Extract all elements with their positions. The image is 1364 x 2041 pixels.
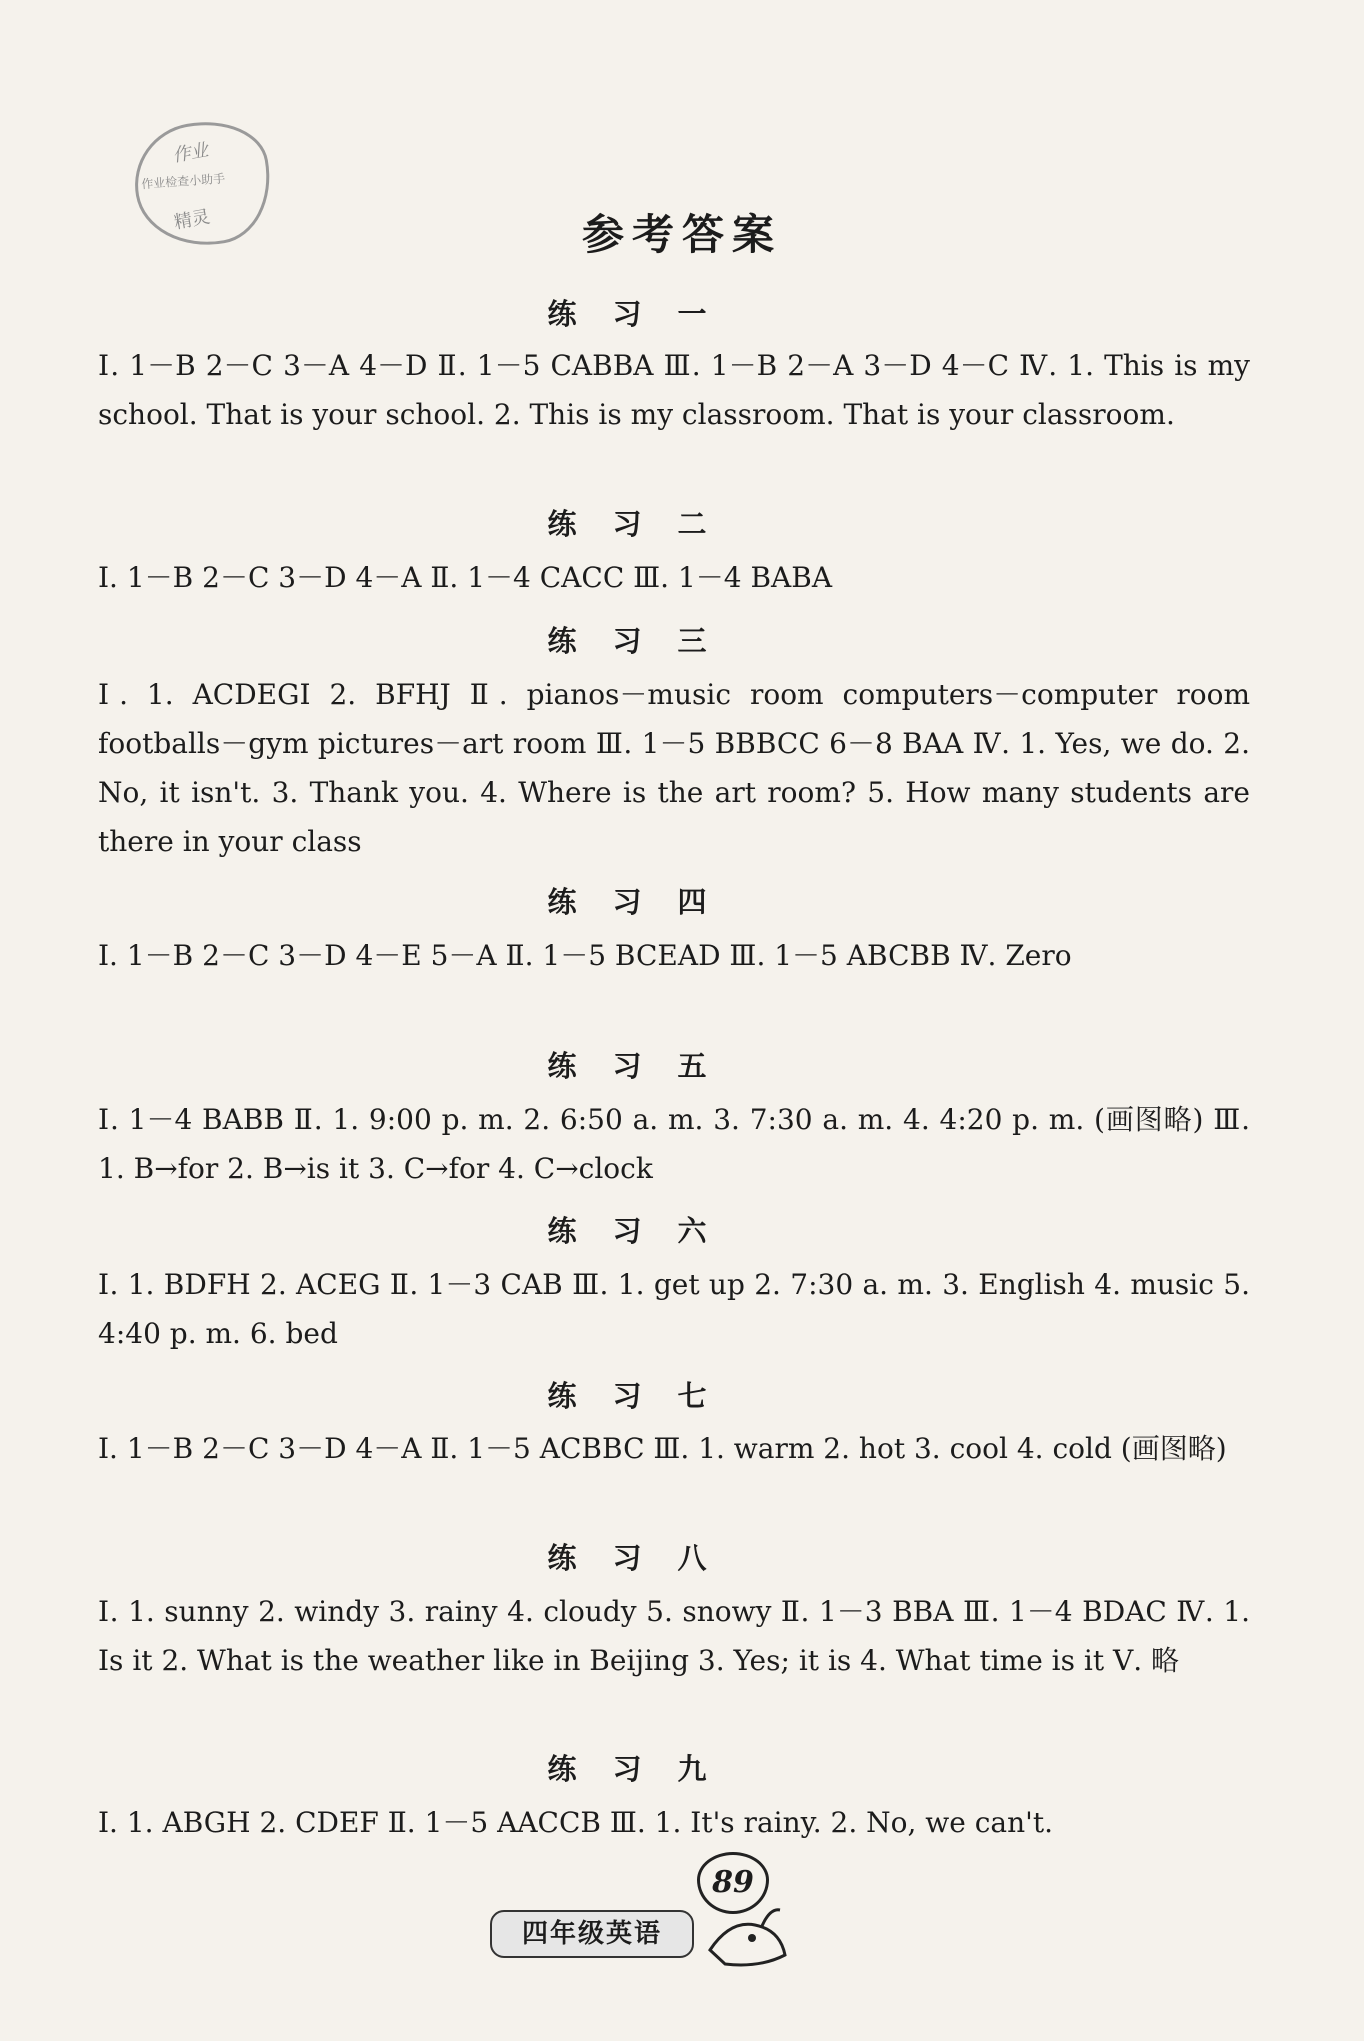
stamp-line-2: 作业检查小助手	[140, 171, 226, 192]
section-heading-9: 练习九	[547, 1752, 743, 1786]
section-heading-8: 练习八	[547, 1541, 743, 1575]
section-answers-3: Ⅰ. 1. ACDEGI 2. BFHJ Ⅱ. pianos－music room computers－computer room footballs－gym pictures－art room Ⅲ. 1－5 BBBCC 6－8 BAA Ⅳ. 1. Yes, we do. 2. No, it isn't. 3. Thank you. 4. Where is the art room? 5. How many students are there in your class	[98, 678, 1250, 858]
section-heading-2: 练习二	[547, 507, 743, 541]
page-number: 89	[697, 1852, 769, 1914]
section-answers-9: Ⅰ. 1. ABGH 2. CDEF Ⅱ. 1－5 AACCB Ⅲ. 1. It's rainy. 2. No, we can't.	[98, 1806, 1053, 1839]
section-answers-2: Ⅰ. 1－B 2－C 3－D 4－A Ⅱ. 1－4 CACC Ⅲ. 1－4 BABA	[98, 561, 833, 594]
section-answers-8: Ⅰ. 1. sunny 2. windy 3. rainy 4. cloudy 5. snowy Ⅱ. 1－3 BBA Ⅲ. 1－4 BDAC Ⅳ. 1. Is it 2. What is the weather like in Beijing 3. Yes; it is 4. What time is it Ⅴ. 略	[98, 1595, 1250, 1677]
section-answers-4: Ⅰ. 1－B 2－C 3－D 4－E 5－A Ⅱ. 1－5 BCEAD Ⅲ. 1－5 ABCBB Ⅳ. Zero	[98, 939, 1072, 972]
stamp-line-3: 精灵	[172, 206, 212, 234]
section-answers-7: Ⅰ. 1－B 2－C 3－D 4－A Ⅱ. 1－5 ACBBC Ⅲ. 1. warm 2. hot 3. cool 4. cold (画图略)	[98, 1432, 1227, 1465]
stamp-line-1: 作业	[170, 139, 211, 167]
section-answers-5: Ⅰ. 1－4 BABB Ⅱ. 1. 9:00 p. m. 2. 6:50 a. m. 3. 7:30 a. m. 4. 4:20 p. m. (画图略) Ⅲ. 1. B→for 2. B→is it 3. C→for 4. C→clock	[98, 1103, 1250, 1185]
section-heading-7: 练习七	[547, 1379, 743, 1413]
section-answers-6: Ⅰ. 1. BDFH 2. ACEG Ⅱ. 1－3 CAB Ⅲ. 1. get up 2. 7:30 a. m. 3. English 4. music 5. 4:40 p. m. 6. bed	[98, 1268, 1250, 1350]
footer-book-label: 四年级英语	[490, 1910, 694, 1958]
page-title: 参考答案	[581, 210, 782, 259]
section-heading-6: 练习六	[547, 1214, 743, 1248]
section-heading-5: 练习五	[547, 1049, 743, 1083]
section-heading-1: 练习一	[547, 297, 743, 331]
section-answers-1: Ⅰ. 1－B 2－C 3－A 4－D Ⅱ. 1－5 CABBA Ⅲ. 1－B 2－A 3－D 4－C Ⅳ. 1. This is my school. That is your school. 2. This is my classroom. That is your classroom.	[98, 349, 1250, 431]
section-heading-3: 练习三	[547, 624, 743, 658]
section-heading-4: 练习四	[547, 885, 743, 919]
